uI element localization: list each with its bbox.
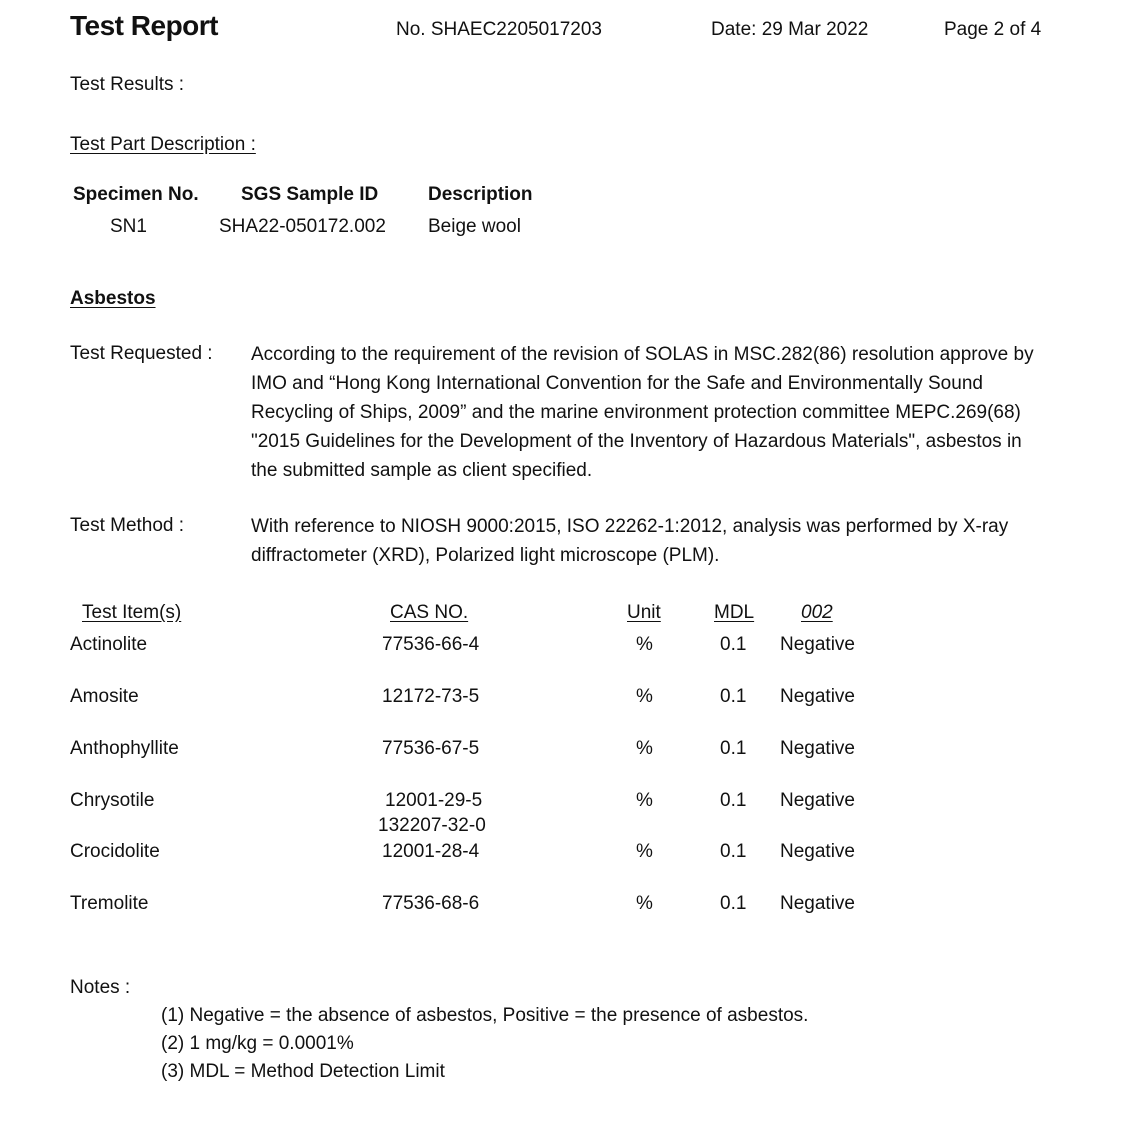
test-item: Amosite	[70, 686, 139, 707]
col-sgs-sample-id: SGS Sample ID	[241, 184, 379, 205]
test-method-text	[251, 512, 1111, 570]
test-item: Actinolite	[70, 634, 148, 655]
specimen-no-value: SN1	[110, 216, 147, 237]
result: Negative	[780, 790, 855, 811]
col-cas-no: CAS NO.	[390, 602, 469, 623]
mdl: 0.1	[720, 686, 747, 707]
result: Negative	[780, 634, 855, 655]
report-date: Date: 29 Mar 2022	[711, 19, 869, 40]
result: Negative	[780, 893, 855, 914]
notes-label: Notes :	[70, 977, 131, 998]
unit: %	[636, 686, 653, 707]
cas-number: 12172-73-5	[382, 686, 480, 707]
result: Negative	[780, 738, 855, 759]
mdl: 0.1	[720, 634, 747, 655]
test-requested-label: Test Requested :	[70, 343, 213, 364]
mdl: 0.1	[720, 841, 747, 862]
test-requested-line: the submitted sample as client specified.	[251, 460, 593, 481]
part-description-heading: Test Part Description :	[70, 134, 256, 155]
col-specimen-no: Specimen No.	[73, 184, 199, 205]
mdl: 0.1	[720, 790, 747, 811]
test-requested-line: "2015 Guidelines for the Development of the Inventory of Hazardous Materials", asbestos in	[251, 431, 1022, 452]
cas-number: 77536-67-5	[382, 738, 480, 759]
test-requested-line: IMO and “Hong Kong International Convention for the Safe and Environmentally Sound	[251, 373, 983, 394]
test-requested-text	[251, 340, 1111, 485]
note-item: (2) 1 mg/kg = 0.0001%	[161, 1033, 354, 1054]
test-item: Chrysotile	[70, 790, 155, 811]
unit: %	[636, 790, 653, 811]
test-requested-line: According to the requirement of the revision of SOLAS in MSC.282(86) resolution approve by	[251, 344, 1034, 365]
section-heading: Asbestos	[70, 288, 156, 309]
unit: %	[636, 738, 653, 759]
col-sample-002: 002	[801, 602, 833, 623]
result: Negative	[780, 686, 855, 707]
test-item: Crocidolite	[70, 841, 160, 862]
note-item: (1) Negative = the absence of asbestos, Positive = the presence of asbestos.	[161, 1005, 809, 1026]
cas-number-secondary: 132207-32-0	[378, 815, 486, 836]
mdl: 0.1	[720, 893, 747, 914]
cas-number: 77536-66-4	[382, 634, 480, 655]
report-title: Test Report	[70, 10, 218, 41]
col-unit: Unit	[627, 602, 661, 623]
test-method-line: diffractometer (XRD), Polarized light microscope (PLM).	[251, 545, 720, 566]
test-method-line: With reference to NIOSH 9000:2015, ISO 22262-1:2012, analysis was performed by X-ray	[251, 516, 1009, 537]
unit: %	[636, 893, 653, 914]
unit: %	[636, 841, 653, 862]
test-method-label: Test Method :	[70, 515, 185, 536]
col-description: Description	[428, 184, 533, 205]
cas-number: 77536-68-6	[382, 893, 480, 914]
test-requested-line: Recycling of Ships, 2009” and the marine environment protection committee MEPC.269(68)	[251, 402, 1021, 423]
note-item: (3) MDL = Method Detection Limit	[161, 1061, 445, 1082]
col-mdl: MDL	[714, 602, 755, 623]
cas-number: 12001-29-5	[385, 790, 483, 811]
test-item: Anthophyllite	[70, 738, 179, 759]
report-number: No. SHAEC2205017203	[396, 19, 602, 40]
page-number: Page 2 of 4	[944, 19, 1042, 40]
test-results-label: Test Results :	[70, 74, 185, 95]
col-test-items: Test Item(s)	[82, 602, 182, 623]
unit: %	[636, 634, 653, 655]
description-value: Beige wool	[428, 216, 521, 237]
cas-number: 12001-28-4	[382, 841, 480, 862]
mdl: 0.1	[720, 738, 747, 759]
sgs-sample-id-value: SHA22-050172.002	[219, 216, 386, 237]
test-item: Tremolite	[70, 893, 149, 914]
result: Negative	[780, 841, 855, 862]
